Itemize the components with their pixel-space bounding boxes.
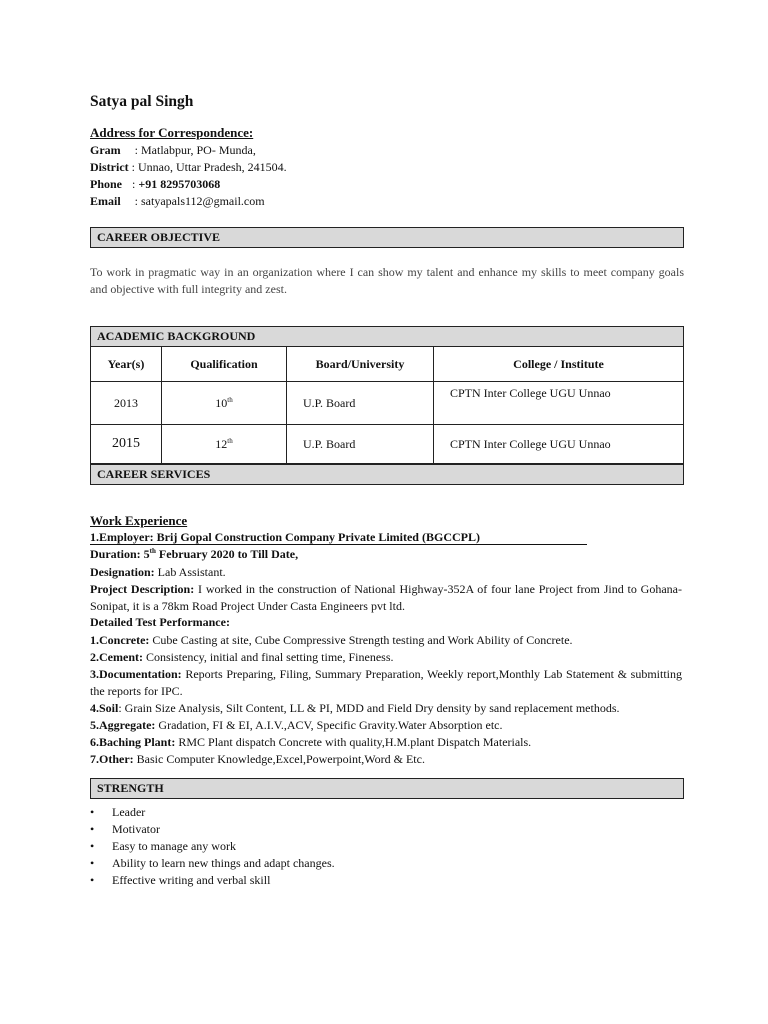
address-email-line — [90, 194, 265, 209]
list-item: • Leader — [90, 805, 146, 819]
district-value: : Unnao, Uttar Pradesh, 241504. — [131, 160, 287, 174]
test-item: 5.Aggregate: Gradation, FI & EI, A.I.V.,ACV, Specific Gravity.Water Absorption etc. — [90, 718, 503, 732]
career-services-header: CAREER SERVICES — [90, 464, 684, 485]
project-description: Project Description: I worked in the construction of National Highway-352A of four lane Project from Jind to Gohana-Sonipat, it is a 78km Road Project Under Casta Engineers pvt ltd. — [90, 582, 682, 613]
bullet-icon: • — [90, 856, 95, 870]
board-cell: U.P. Board — [287, 382, 434, 425]
year-cell: 2013 — [91, 382, 162, 425]
college-cell: CPTN Inter College UGU Unnao — [434, 425, 684, 464]
board-cell: U.P. Board — [287, 425, 434, 464]
phone-label: Phone — [90, 177, 123, 191]
bullet-icon: • — [90, 822, 95, 836]
test-item: 4.Soil: Grain Size Analysis, Silt Content, LL & PI, MDD and Field Dry density by sand replacement methods. — [90, 701, 620, 715]
bullet-icon: • — [90, 839, 95, 853]
duration-line: Duration: 5th February 2020 to Till Date, — [90, 547, 299, 561]
gram-label: Gram — [90, 143, 121, 157]
academic-header-row — [91, 347, 684, 382]
employer-line: 1.Employer: Brij Gopal Construction Company Private Limited (BGCCPL) — [90, 530, 480, 544]
year-cell: 2015 — [91, 425, 162, 464]
list-item: • Ability to learn new things and adapt changes. — [90, 856, 335, 870]
candidate-name: Satya pal Singh — [90, 93, 194, 110]
address-heading: Address for Correspondence: — [90, 125, 254, 140]
address-gram-line — [90, 143, 256, 158]
table-row — [91, 382, 684, 425]
col-college: College / Institute — [434, 347, 684, 382]
col-board: Board/University — [287, 347, 434, 382]
test-item: 6.Baching Plant: RMC Plant dispatch Concrete with quality,H.M.plant Dispatch Materials. — [90, 735, 532, 749]
address-phone-line — [90, 177, 220, 192]
academic-background-header: ACADEMIC BACKGROUND — [90, 326, 684, 347]
phone-sep: : — [132, 177, 136, 191]
test-item: 2.Cement: Consistency, initial and final setting time, Fineness. — [90, 650, 394, 664]
email-value[interactable]: : satyapals112@gmail.com — [134, 194, 265, 208]
gram-value: : Matlabpur, PO- Munda, — [134, 143, 256, 157]
district-label: District — [90, 160, 129, 174]
work-experience-heading: Work Experience — [90, 513, 188, 528]
test-item: 1.Concrete: Cube Casting at site, Cube Compressive Strength testing and Work Ability of Concrete. — [90, 633, 573, 647]
list-item: • Motivator — [90, 822, 160, 836]
strength-header: STRENGTH — [90, 778, 684, 799]
college-cell: CPTN Inter College UGU Unnao — [434, 382, 684, 425]
test-item: 7.Other: Basic Computer Knowledge,Excel,Powerpoint,Word & Etc. — [90, 752, 425, 766]
academic-table — [90, 346, 684, 464]
tests-heading: Detailed Test Performance: — [90, 615, 230, 629]
test-item: 3.Documentation: Reports Preparing, Filing, Summary Preparation, Weekly report,Monthly Lab Statement & submitting the reports for IPC. — [90, 667, 682, 698]
col-year: Year(s) — [91, 347, 162, 382]
phone-value: +91 8295703068 — [138, 177, 221, 191]
bullet-icon: • — [90, 805, 95, 819]
employer-underline — [90, 544, 587, 545]
list-item: • Easy to manage any work — [90, 839, 236, 853]
qualification-cell: 12th — [162, 425, 287, 464]
col-qualification: Qualification — [162, 347, 287, 382]
designation-line: Designation: Lab Assistant. — [90, 565, 226, 579]
email-label: Email — [90, 194, 121, 208]
qualification-cell: 10th — [162, 382, 287, 425]
career-objective-header: CAREER OBJECTIVE — [90, 227, 684, 248]
address-district-line — [90, 160, 287, 175]
list-item: • Effective writing and verbal skill — [90, 873, 271, 887]
table-row — [91, 425, 684, 464]
career-objective-text: To work in pragmatic way in an organization where I can show my talent and enhance my skills to meet company goals and objective with full integrity and zest. — [90, 265, 684, 296]
bullet-icon: • — [90, 873, 95, 887]
strength-list — [90, 804, 335, 889]
